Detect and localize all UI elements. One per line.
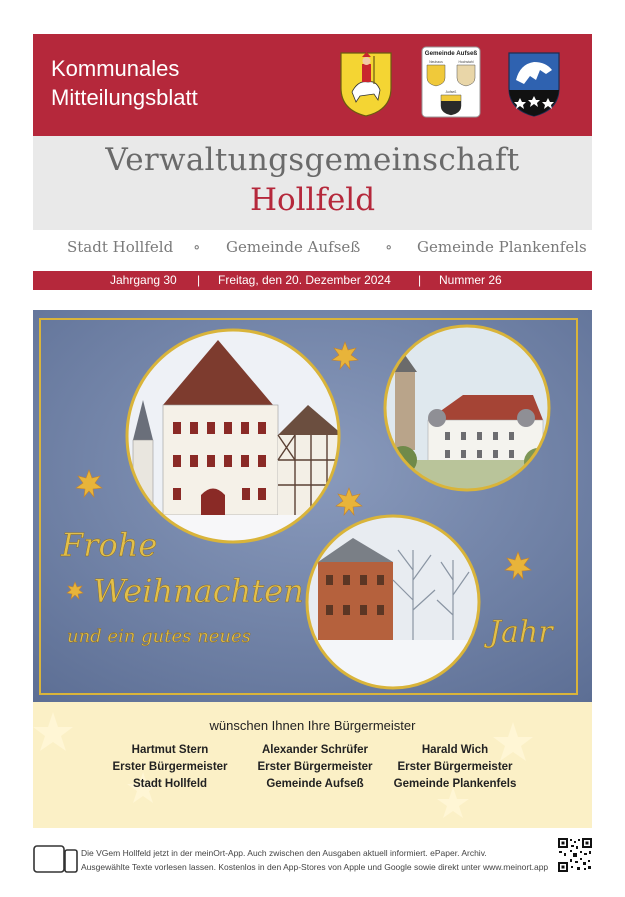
- christmas-painting-artwork: [33, 310, 592, 702]
- mayor-place: Gemeinde Plankenfels: [393, 778, 517, 790]
- mayor-role: Erster Bürgermeister: [397, 761, 513, 773]
- app-promo-text: [81, 846, 548, 874]
- masthead-line-1: Verwaltungsgemeinschaft: [105, 142, 520, 178]
- app-promo-line-2: Ausgewählte Texte vorlesen lassen. Kostenlos in den App-Stores von Apple und Google sowie direkt unter www.meinort.app: [81, 862, 549, 872]
- mayor-role: Erster Bürgermeister: [112, 761, 228, 773]
- publication-title: [51, 54, 198, 112]
- issue-number: Nummer 26: [439, 273, 502, 287]
- mayor-name: Harald Wich: [421, 744, 489, 756]
- issue-volume: Jahrgang 30: [110, 273, 177, 287]
- app-promo-line-1: Die VGem Hollfeld jetzt in der meinOrt-App. Auch zwischen den Ausgaben aktuell informiert. ePaper. Archiv.: [81, 848, 487, 858]
- greeting-jahr: Jahr: [489, 615, 553, 650]
- greeting-und-ein-gutes-neues: und ein gutes neues: [67, 626, 251, 647]
- title-line-1: Kommunales: [51, 56, 180, 81]
- issue-info-bar: [33, 271, 592, 290]
- plankenfels-crest-icon: [506, 50, 562, 118]
- christmas-painting: [33, 310, 592, 702]
- masthead-band: [33, 136, 592, 230]
- mayors-greeting-area: [33, 702, 592, 828]
- mayor-plankenfels: [370, 742, 540, 793]
- header-bar: [33, 34, 592, 136]
- tablet-phone-icon: [33, 844, 79, 874]
- aufsess-crest-label-aufsess: Aufseß: [445, 90, 457, 94]
- hollfeld-crest-icon: [338, 50, 394, 118]
- mayor-role: Erster Bürgermeister: [257, 761, 373, 773]
- footer: [33, 840, 592, 880]
- municipality-aufsess: Gemeinde Aufseß: [226, 238, 361, 256]
- title-line-2: Mitteilungsblatt: [51, 85, 198, 110]
- aufsess-crest-icon: [421, 46, 481, 118]
- qr-code-icon[interactable]: [558, 838, 592, 872]
- issue-divider-2: |: [418, 273, 422, 287]
- greeting-text: wünschen Ihnen Ihre Bürgermeister: [209, 718, 416, 733]
- aufsess-crest-title: Gemeinde Aufseß: [424, 50, 478, 57]
- masthead-line-2: Hollfeld: [249, 182, 376, 218]
- issue-date: Freitag, den 20. Dezember 2024: [218, 273, 391, 287]
- municipalities-line: [33, 236, 592, 260]
- separator-1: ∘: [193, 238, 201, 256]
- municipality-plankenfels: Gemeinde Plankenfels: [417, 238, 587, 256]
- aufsess-crest-label-hochstahl: Hochstahl: [458, 60, 474, 64]
- mayor-name: Hartmut Stern: [131, 744, 209, 756]
- issue-divider-1: |: [197, 273, 201, 287]
- greeting-weihnachten: Weihnachten: [93, 572, 304, 610]
- separator-2: ∘: [385, 238, 393, 256]
- mayor-name: Alexander Schrüfer: [261, 744, 369, 756]
- mayor-place: Gemeinde Aufseß: [266, 778, 364, 790]
- aufsess-crest-label-neuhaus: Neuhaus: [429, 60, 443, 64]
- greeting-frohe: Frohe: [61, 526, 158, 564]
- municipality-hollfeld: Stadt Hollfeld: [67, 238, 174, 256]
- mayor-place: Stadt Hollfeld: [132, 778, 208, 790]
